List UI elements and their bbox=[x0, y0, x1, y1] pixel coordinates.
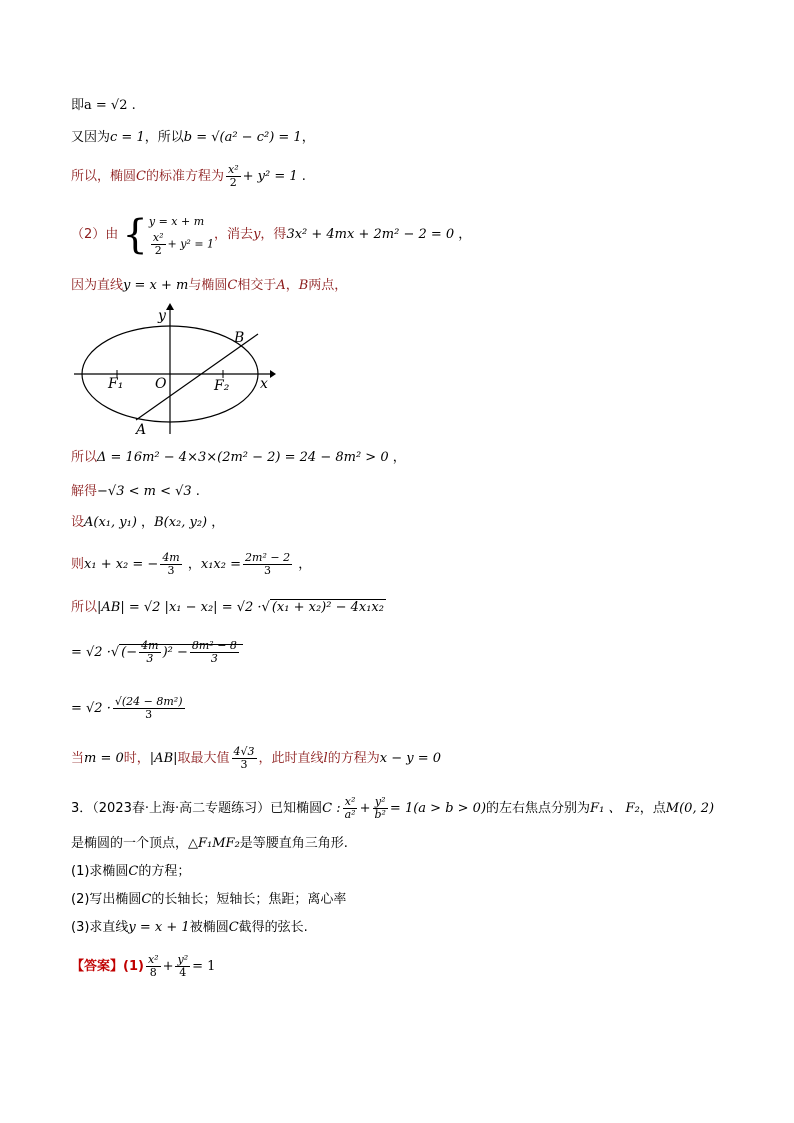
math: C bbox=[136, 169, 146, 184]
solution-line-12: = √2 · $\frac{\text{√(24 − 8m²)}}{3}$ bbox=[71, 695, 183, 721]
label-y: y bbox=[158, 308, 166, 324]
label-b: B bbox=[234, 330, 245, 346]
solution-line-13: 当m = 0时，|AB|取最大值 $\frac{4√3}{3}$ ，此时直线l的方程为x − y = 0 bbox=[71, 745, 441, 771]
text: ，所以 bbox=[144, 130, 184, 145]
label-x: x bbox=[260, 376, 268, 392]
question-3: 3．（2023春·上海·高二专题练习）已知椭圆C : $\frac{\text{x²}}{\text{a²}}$ + $\frac{\text{y²}}{\text{b²}}$ = 1(a > b > 0)的左右焦点分别为F₁ 、 F₂，点M(0, 2) bbox=[71, 795, 715, 821]
math: b = √(a² − c²) = 1 bbox=[183, 130, 302, 145]
solution-line-6: 所以Δ = 16m² − 4×3×(2m² − 2) = 24 − 8m² > 0 ， bbox=[71, 450, 406, 465]
solution-line-2 bbox=[71, 128, 315, 148]
label-f1: F₁ bbox=[108, 376, 124, 392]
answer-line: 【答案】(1) $\frac{\text{x²}}{8}$ + $\frac{\text{y²}}{4}$ = 1 bbox=[71, 953, 216, 979]
text: 即a = √2 . bbox=[71, 98, 136, 113]
text: ，消去 bbox=[214, 227, 254, 242]
solution-line-1 bbox=[71, 96, 136, 116]
solution-line-3: 所以，椭圆C的标准方程为 $\frac{\text{x²}}{2}$ + y² = 1 . bbox=[71, 163, 306, 189]
y-axis-arrow bbox=[166, 303, 174, 310]
math: + y² = 1 bbox=[242, 169, 298, 184]
solution-line-4: （2）由 { y = x + m $\frac{\text{x²}}{2}$ + y² = 1 ，消去y，得3x² + 4mx + 2m² − 2 = 0 ， bbox=[71, 211, 472, 258]
x-axis-arrow bbox=[270, 370, 276, 378]
text: （2）由 bbox=[71, 227, 119, 242]
subquestion-1: (1)求椭圆C的方程； bbox=[71, 864, 191, 879]
fraction: $\frac{\text{x²}}{2}$ bbox=[227, 163, 239, 189]
text: 所以，椭圆 bbox=[71, 169, 137, 184]
ellipse-figure bbox=[70, 298, 280, 438]
label-f2: F₂ bbox=[214, 378, 230, 394]
text: 又因为 bbox=[71, 130, 111, 145]
text: ， bbox=[301, 130, 315, 145]
solution-line-10: 所以|AB| = √2 |x₁ − x₂| = √2 ·√ (x₁ + x₂)² − 4x₁x₂ bbox=[71, 600, 384, 615]
math: c = 1 bbox=[110, 130, 145, 145]
question-3-line-2: 是椭圆的一个顶点，△F₁MF₂是等腰直角三角形. bbox=[71, 836, 348, 851]
equation-system: { y = x + m $\frac{\text{x²}}{2}$ + y² = 1 bbox=[122, 211, 215, 258]
text: 的标准方程为 bbox=[145, 169, 224, 184]
subquestion-3: (3)求直线y = x + 1被椭圆C截得的弦长. bbox=[71, 920, 308, 935]
math: 3x² + 4mx + 2m² − 2 = 0 bbox=[286, 227, 455, 242]
label-a: A bbox=[136, 422, 147, 438]
answer-label: 【答案】 bbox=[71, 959, 124, 974]
solution-line-5: 因为直线y = x + m与椭圆C相交于A，B两点， bbox=[71, 278, 348, 293]
solution-line-8: 设A(x₁, y₁) ，B(x₂, y₂) ， bbox=[71, 515, 225, 530]
solution-line-9: 则x₁ + x₂ = − $\frac{4m}{3}$ ，x₁x₂ = $\frac{\text{2m² − 2}}{3}$ ， bbox=[71, 551, 312, 577]
label-o: O bbox=[155, 376, 167, 392]
solution-line-7: 解得−√3 < m < √3 . bbox=[71, 484, 200, 499]
solution-line-11: = √2 ·√ (− $\frac{4m}{3}$ )² − $\frac{\text{8m² − 8}}{3}$ bbox=[71, 640, 243, 665]
subquestion-2: (2)写出椭圆C的长轴长；短轴长；焦距；离心率 bbox=[71, 892, 347, 907]
